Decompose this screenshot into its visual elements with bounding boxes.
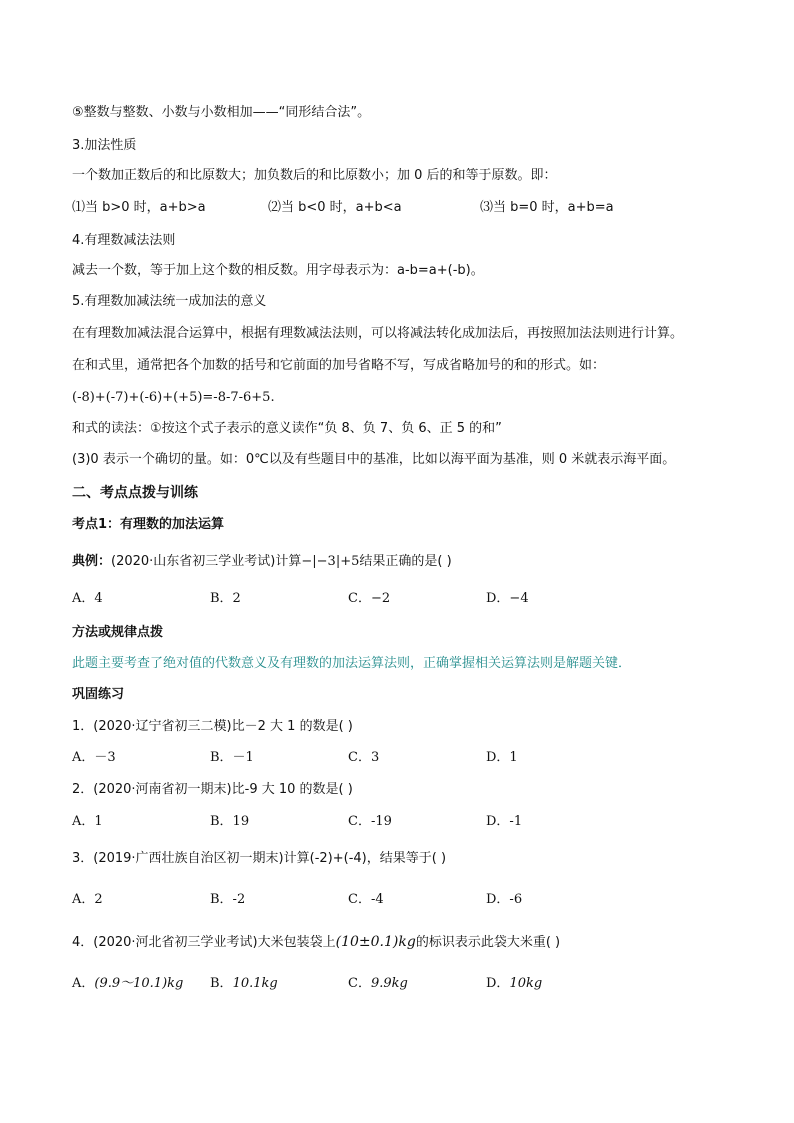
option-a: A．(9.9～10.1)kg [72, 976, 184, 991]
question-2-stem: 2．(2020·河南省初一期末)比-9 大 10 的数是( ) [72, 782, 353, 797]
option-c: C．-4 [348, 892, 384, 907]
option-c: C．-19 [348, 814, 392, 829]
sum-example: (-8)+(-7)+(-6)+(+5)=-8-7-6+5. [72, 390, 275, 405]
paragraph-zero-meaning: (3)0 表示一个确切的量。如：0℃以及有些题目中的基准，比如以海平面为基准，则 0 米就表示海平面。 [72, 452, 676, 467]
question-3-stem: 3．(2019·广西壮族自治区初一期末)计算(-2)+(-4)，结果等于( ) [72, 851, 447, 866]
option-b: B．10.1kg [210, 976, 278, 991]
example-formula: −|−3|+5 [301, 554, 360, 569]
method-text: 此题主要考查了绝对值的代数意义及有理数的加法运算法则，正确掌握相关运算法则是解题关键． [72, 656, 632, 671]
practice-title: 巩固练习 [72, 687, 125, 702]
heading-subtraction-rule: 4.有理数减法法则 [72, 233, 176, 248]
line-tongxing: ⑤整数与整数、小数与小数相加——“同形结合法”。 [72, 105, 371, 120]
option-a: A．4 [72, 591, 103, 606]
option-d: D．1 [486, 750, 518, 765]
question-4-text: 4．(2020·河北省初三学业考试)大米包装袋上 [72, 935, 336, 950]
question-1-stem: 1．(2020·辽宁省初三二模)比－2 大 1 的数是( ) [72, 719, 353, 734]
option-b: B．－1 [210, 750, 254, 765]
paragraph-reading: 和式的读法：①按这个式子表示的意义读作“负 8、负 7、负 6、正 5 的和” [72, 421, 502, 436]
example-tail: 结果正确的是( ) [359, 554, 452, 569]
option-c: C．3 [348, 750, 380, 765]
heading-addition-properties: 3.加法性质 [72, 138, 137, 153]
kaodian-title: 考点1：有理数的加法运算 [72, 517, 225, 532]
option-b: B．-2 [210, 892, 246, 907]
question-4-formula: (10±0.1)kg [335, 934, 416, 950]
option-d: D．10kg [486, 976, 543, 991]
option-c: C．9.9kg [348, 976, 408, 991]
heading-unify-addition: 5.有理数加减法统一成加法的意义 [72, 294, 267, 309]
option-a: A．2 [72, 892, 103, 907]
example-label: 典例： [72, 554, 112, 569]
option-d: D．-1 [486, 814, 523, 829]
question-4-tail: 的标识表示此袋大米重( ) [415, 935, 561, 950]
property-3: ⑶当 b=0 时，a+b=a [480, 200, 614, 215]
option-a: A．－3 [72, 750, 116, 765]
option-b: B．19 [210, 814, 250, 829]
option-b: B．2 [210, 591, 241, 606]
option-c: C．−2 [348, 591, 391, 606]
option-a: A．1 [72, 814, 103, 829]
option-d: D．−4 [486, 591, 529, 606]
example-question [72, 553, 452, 571]
section-title: 二、考点点拨与训练 [72, 485, 198, 501]
paragraph-sum-form: 在和式里，通常把各个加数的括号和它前面的加号省略不写，写成省略加号的和的形式。如： [72, 358, 606, 373]
question-4-stem [72, 933, 560, 952]
option-d: D．-6 [486, 892, 523, 907]
property-2: ⑵当 b<0 时，a+b<a [268, 200, 402, 215]
paragraph-mixed-operations: 在有理数加减法混合运算中，根据有理数减法法则，可以将减法转化成加法后，再按照加法法则进行计算。 [72, 326, 684, 341]
paragraph-addition-properties: 一个数加正数后的和比原数大；加负数后的和比原数小；加 0 后的和等于原数。即： [72, 168, 557, 183]
paragraph-subtraction-rule: 减去一个数，等于加上这个数的相反数。用字母表示为：a-b=a+(-b)。 [72, 263, 484, 278]
method-title: 方法或规律点拨 [72, 625, 164, 640]
example-text: (2020·山东省初三学业考试)计算 [111, 554, 302, 569]
property-1: ⑴当 b>0 时，a+b>a [72, 200, 206, 215]
